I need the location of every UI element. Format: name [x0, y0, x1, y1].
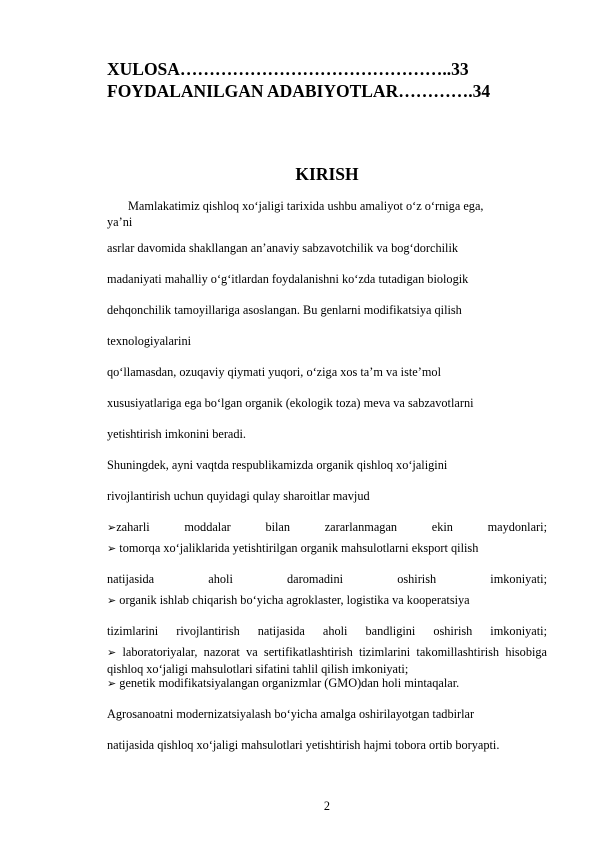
page-number: 2: [323, 799, 331, 813]
paragraph-line: texnologiyalarini: [107, 334, 192, 348]
bullet-text: laboratoriyalar, nazorat va sertifikatlashtirish tizimlarini takomillashtirish hisobiga qishloq xo‘jaligi mahsulotlari sifatini tahlil qilish imkoniyati;: [107, 645, 547, 676]
bullet-text: tomorqa xo‘jaliklarida yetishtirilgan organik mahsulotlarni eksport qilish: [119, 541, 479, 555]
paragraph-line: madaniyati mahalliy o‘g‘itlardan foydalanishni ko‘zda tutadigan biologik: [107, 272, 469, 286]
paragraph-line: Agrosanoatni modernizatsiyalash bo‘yicha amalga oshirilayotgan tadbirlar: [107, 707, 475, 721]
paragraph-closing: natijasida qishloq xo‘jaligi mahsulotlari yetishtirish hajmi tobora ortib boryapti.: [107, 738, 500, 752]
bullet-continuation: natijasida aholi daromadini oshirish imkoniyati;: [107, 572, 547, 586]
paragraph-line: Shuningdek, ayni vaqtda respublikamizda organik qishloq xo‘jaligini: [107, 458, 448, 472]
arrow-bullet-icon: ➢: [107, 543, 117, 555]
table-of-contents: [107, 58, 547, 102]
paragraph-line: dehqonchilik tamoyillariga asoslangan. Bu genlarni modifikatsiya qilish: [107, 303, 462, 317]
paragraph-line: asrlar davomida shakllangan an’anaviy sabzavotchilik va bog‘dorchilik: [107, 241, 459, 255]
section-heading: KIRISH: [295, 164, 359, 184]
arrow-bullet-icon: ➢: [107, 522, 117, 534]
bullet-item: [107, 645, 547, 677]
paragraph-line: Mamlakatimiz qishloq xo‘jaligi tarixida ushbu amaliyot o‘z o‘rniga ega,: [128, 199, 484, 213]
paragraph-line: ya’ni: [107, 214, 133, 229]
paragraph-intro: [107, 199, 547, 230]
arrow-bullet-icon: ➢: [107, 678, 117, 690]
paragraph-line: qo‘llamasdan, ozuqaviy qiymati yuqori, o‘ziga xos ta’m va iste’mol: [107, 365, 441, 379]
bullet-item: [107, 520, 547, 537]
bullet-text: organik ishlab chiqarish bo‘yicha agroklaster, logistika va kooperatsiya: [119, 593, 470, 607]
bullet-text: zaharli moddalar bilan zararlanmagan ekin maydonlari;: [116, 520, 547, 534]
bullet-item: [107, 593, 547, 610]
bullet-continuation: tizimlarini rivojlantirish natijasida aholi bandligini oshirish imkoniyati;: [107, 624, 547, 638]
arrow-bullet-icon: ➢: [107, 647, 117, 659]
toc-entry-xulosa: XULOSA………………………………………..33: [107, 59, 469, 79]
paragraph-line: rivojlantirish uchun quyidagi qulay sharoitlar mavjud: [107, 489, 370, 503]
toc-entry-adabiyotlar: FOYDALANILGAN ADABIYOTLAR………….34: [107, 81, 491, 101]
arrow-bullet-icon: ➢: [107, 595, 117, 607]
paragraph-line: yetishtirish imkonini beradi.: [107, 427, 247, 441]
bullet-item: [107, 676, 547, 693]
paragraph-line: xususiyatlariga ega bo‘lgan organik (ekologik toza) meva va sabzavotlarni: [107, 396, 474, 410]
bullet-item: [107, 541, 547, 558]
bullet-text: genetik modifikatsiyalangan organizmlar (GMO)dan holi mintaqalar.: [119, 676, 460, 690]
